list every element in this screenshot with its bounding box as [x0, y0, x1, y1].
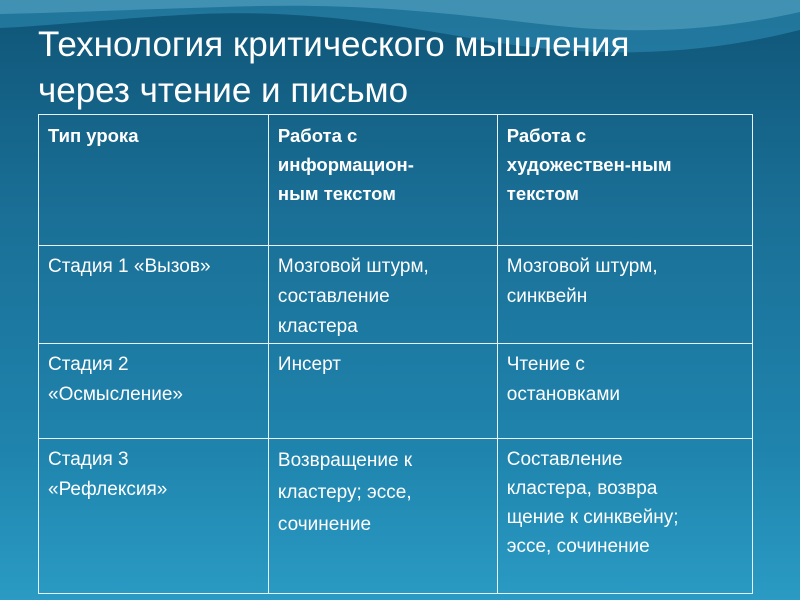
table-row — [39, 439, 753, 594]
slide-title — [38, 22, 778, 114]
slide-title-line1: Технология критического мышления — [38, 25, 630, 64]
lesson-stages-table — [38, 114, 753, 594]
cell-text-line: Стадия 2 — [48, 354, 129, 375]
cell-text-line: Составление — [506, 449, 623, 470]
cell-stage — [39, 439, 269, 594]
cell-stage — [39, 246, 269, 344]
cell-text-line: «Рефлексия» — [48, 479, 168, 500]
cell-fiction — [497, 246, 752, 344]
cell-text-line: Стадия 1 «Вызов» — [48, 256, 211, 277]
header-text-line: Работа с — [277, 125, 358, 146]
header-text-line: информацион- — [277, 154, 414, 175]
cell-text-line: Возвращение к — [277, 450, 413, 471]
slide-title-line2: через чтение и письмо — [38, 71, 409, 110]
table-header-row — [39, 115, 753, 246]
cell-text-line: кластеру; эссе, — [277, 482, 412, 503]
cell-text-line: остановками — [506, 384, 621, 405]
cell-text-line: Чтение с — [506, 354, 585, 375]
cell-text-line: щение к синквейну; — [506, 507, 679, 528]
cell-stage — [39, 344, 269, 439]
cell-informational — [268, 246, 497, 344]
header-text-line: Работа с — [506, 125, 587, 146]
header-text-line: текстом — [506, 183, 579, 204]
cell-text-line: Мозговой штурм, — [506, 256, 658, 277]
cell-informational — [268, 439, 497, 594]
table-row — [39, 246, 753, 344]
cell-fiction — [497, 344, 752, 439]
cell-text-line: эссе, сочинение — [506, 536, 650, 557]
cell-text-line: кластера — [277, 316, 358, 337]
cell-informational — [268, 344, 497, 439]
header-cell-informational-text — [268, 115, 497, 246]
cell-text-line: кластера, возвра — [506, 478, 658, 499]
cell-text-line: синквейн — [506, 286, 588, 307]
cell-text-line: составление — [277, 286, 390, 307]
cell-text-line: «Осмысление» — [48, 384, 183, 405]
header-cell-fiction-text — [497, 115, 752, 246]
cell-text-line: Стадия 3 — [48, 449, 129, 470]
table-row — [39, 344, 753, 439]
header-cell-lesson-type: Тип урока — [39, 115, 269, 246]
header-text-line: ным текстом — [277, 183, 396, 204]
cell-fiction — [497, 439, 752, 594]
cell-text-line: Мозговой штурм, — [277, 256, 429, 277]
cell-text-line: сочинение — [277, 514, 372, 535]
header-text-line: художествен-ным — [506, 154, 672, 175]
cell-text-line: Инсерт — [277, 354, 341, 375]
